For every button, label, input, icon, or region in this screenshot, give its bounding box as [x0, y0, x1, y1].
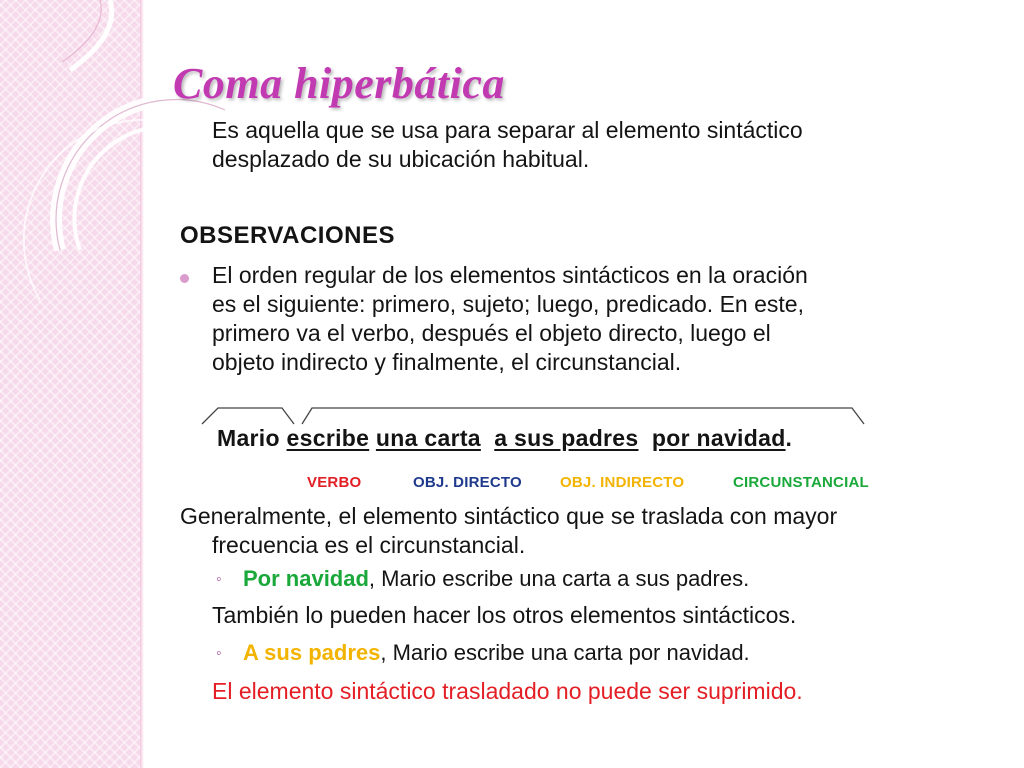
example-subject: Mario [217, 425, 280, 451]
example-1 [243, 566, 749, 592]
example-indirect-object: a sus padres [494, 425, 639, 451]
definition-line: Es aquella que se usa para separar al elemento sintáctico [212, 117, 803, 143]
label-circumstantial: CIRCUNSTANCIAL [733, 474, 869, 491]
example-2 [243, 640, 750, 666]
definition-line: desplazado de su ubicación habitual. [212, 146, 590, 172]
bullet-line: El orden regular de los elementos sintácticos en la oración [212, 262, 808, 288]
subject-bracket [202, 408, 294, 424]
final-note: El elemento sintáctico trasladado no puede ser suprimido. [212, 678, 803, 704]
sub-bullet-icon: ◦ [216, 571, 222, 588]
example-verb: escribe [286, 425, 370, 451]
definition-text [212, 116, 803, 174]
example-circumstantial: por navidad [651, 425, 786, 451]
sentence-brackets [190, 398, 880, 428]
label-verb: VERBO [307, 474, 362, 491]
example-sentence [217, 425, 792, 452]
example-1-highlight: Por navidad [243, 566, 369, 591]
also-text: También lo pueden hacer los otros elementos sintácticos. [212, 602, 797, 628]
example-2-highlight: A sus padres [243, 640, 381, 665]
label-direct-object: OBJ. DIRECTO [413, 474, 522, 491]
bullet-text [212, 261, 808, 377]
general-line: frecuencia es el circunstancial. [212, 532, 526, 558]
bullet-dot-icon [180, 274, 189, 283]
slide-title: Coma hiperbática [173, 59, 505, 108]
example-direct-object: una carta [375, 425, 481, 451]
example-end: . [785, 425, 793, 451]
general-line: Generalmente, el elemento sintáctico que se traslada con mayor [180, 503, 838, 529]
predicate-bracket [302, 408, 864, 424]
bullet-line: primero va el verbo, después el objeto directo, luego el [212, 320, 771, 346]
general-paragraph [180, 502, 837, 560]
sub-bullet-icon: ◦ [216, 645, 222, 662]
example-2-rest: , Mario escribe una carta por navidad. [380, 640, 750, 665]
observations-heading: OBSERVACIONES [180, 222, 395, 249]
decorative-arcs [0, 0, 240, 330]
label-indirect-object: OBJ. INDIRECTO [560, 474, 685, 491]
bullet-line: es el siguiente: primero, sujeto; luego, predicado. En este, [212, 291, 804, 317]
bullet-line: objeto indirecto y finalmente, el circunstancial. [212, 349, 682, 375]
example-1-rest: , Mario escribe una carta a sus padres. [368, 566, 750, 591]
